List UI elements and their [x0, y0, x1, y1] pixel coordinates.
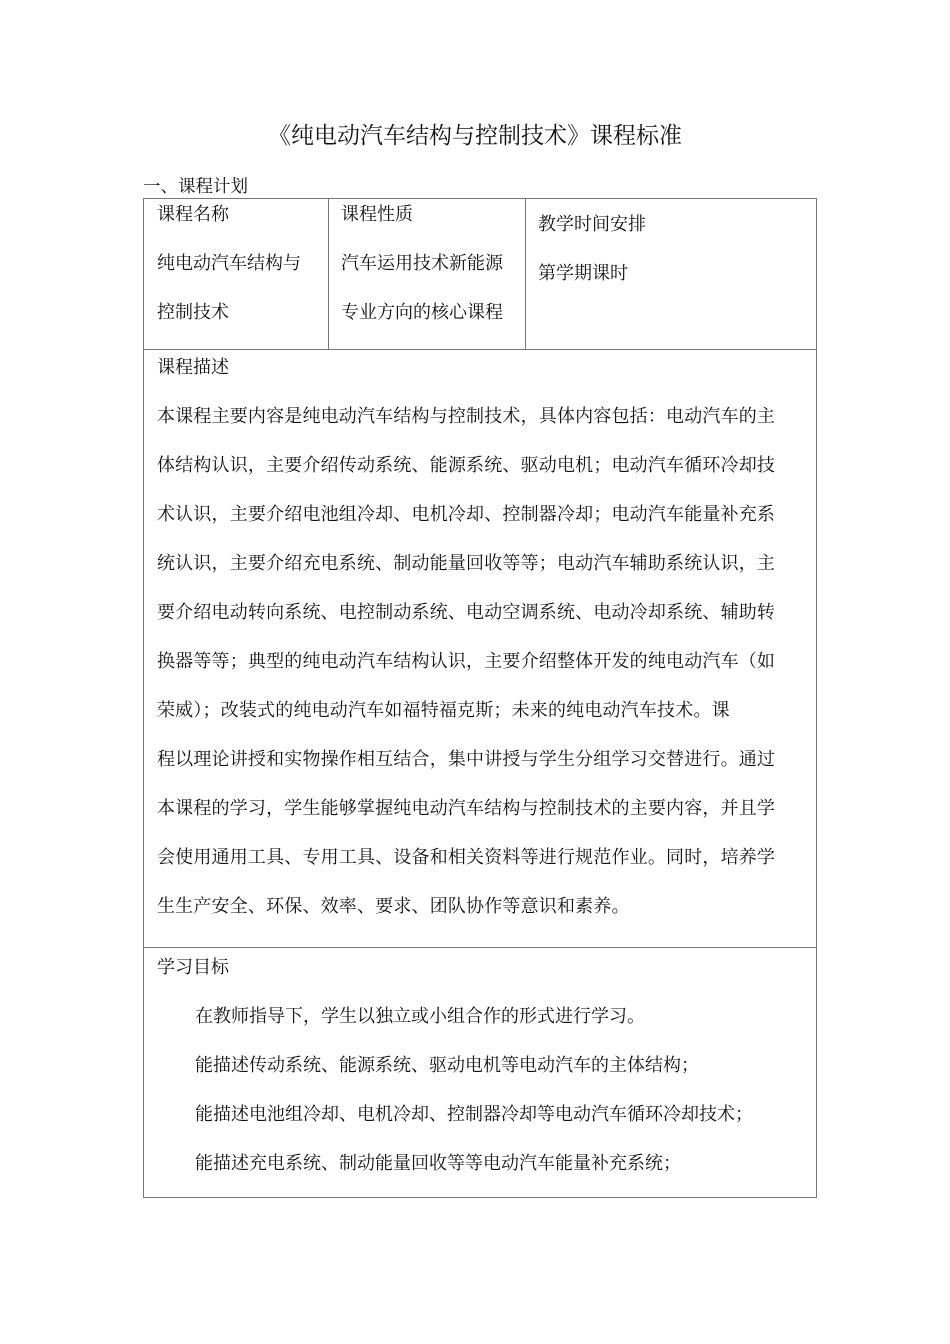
course-nature-cell — [341, 199, 521, 346]
column-divider — [525, 199, 526, 349]
section-heading: 一、课程计划 — [143, 177, 248, 197]
schedule-cell — [538, 209, 808, 307]
description-line: 术认识，主要介绍电池组冷却、电机冷却、控制器冷却；电动汽车能量补充系 — [157, 504, 776, 525]
course-name-label: 课程名称 — [157, 204, 229, 225]
course-nature-value: 专业方向的核心课程 — [341, 302, 503, 323]
description-heading — [157, 352, 229, 401]
column-divider — [328, 199, 329, 349]
course-name-cell — [157, 199, 325, 346]
row-divider — [144, 349, 816, 350]
course-nature-label: 课程性质 — [341, 204, 413, 225]
schedule-value: 第学期课时 — [538, 263, 628, 284]
goal-item: 能描述电池组冷却、电机冷却、控制器冷却等电动汽车循环冷却技术； — [195, 1104, 753, 1125]
schedule-label: 教学时间安排 — [538, 214, 646, 235]
goals-heading: 学习目标 — [157, 957, 229, 978]
description-heading-text: 课程描述 — [157, 357, 229, 378]
course-name-value: 纯电动汽车结构与 — [157, 253, 301, 274]
goal-item: 能描述传动系统、能源系统、驱动电机等电动汽车的主体结构； — [195, 1055, 699, 1076]
row-divider — [144, 947, 816, 948]
document-title: 《纯电动汽车结构与控制技术》课程标准 — [268, 123, 682, 149]
course-nature-value: 汽车运用技术新能源 — [341, 253, 503, 274]
goal-item: 能描述充电系统、制动能量回收等等电动汽车能量补充系统； — [195, 1153, 681, 1174]
description-line: 统认识，主要介绍充电系统、制动能量回收等等；电动汽车辅助系统认识，主 — [157, 553, 776, 574]
learning-goals — [157, 952, 807, 1197]
description-line: 本课程的学习，学生能够掌握纯电动汽车结构与控制技术的主要内容，并且学 — [157, 798, 776, 819]
description-line: 本课程主要内容是纯电动汽车结构与控制技术，具体内容包括：电动汽车的主 — [157, 406, 776, 427]
description-body — [157, 401, 817, 940]
description-line: 程以理论讲授和实物操作相互结合，集中讲授与学生分组学习交替进行。通过 — [157, 749, 776, 770]
description-line: 要介绍电动转向系统、电控制动系统、电动空调系统、电动冷却系统、辅助转 — [157, 602, 776, 623]
goal-item: 在教师指导下，学生以独立或小组合作的形式进行学习。 — [195, 1006, 645, 1027]
course-name-value: 控制技术 — [157, 302, 229, 323]
description-line: 换器等等；典型的纯电动汽车结构认识，主要介绍整体开发的纯电动汽车（如 — [157, 651, 776, 672]
description-line: 生生产安全、环保、效率、要求、团队协作等意识和素养。 — [157, 896, 630, 917]
description-line: 荣威）；改装式的纯电动汽车如福特福克斯；未来的纯电动汽车技术。课 — [157, 700, 730, 721]
description-line: 体结构认识，主要介绍传动系统、能源系统、驱动电机；电动汽车循环冷却技 — [157, 455, 776, 476]
description-line: 会使用通用工具、专用工具、设备和相关资料等进行规范作业。同时，培养学 — [157, 847, 776, 868]
course-plan-table — [143, 198, 817, 1198]
